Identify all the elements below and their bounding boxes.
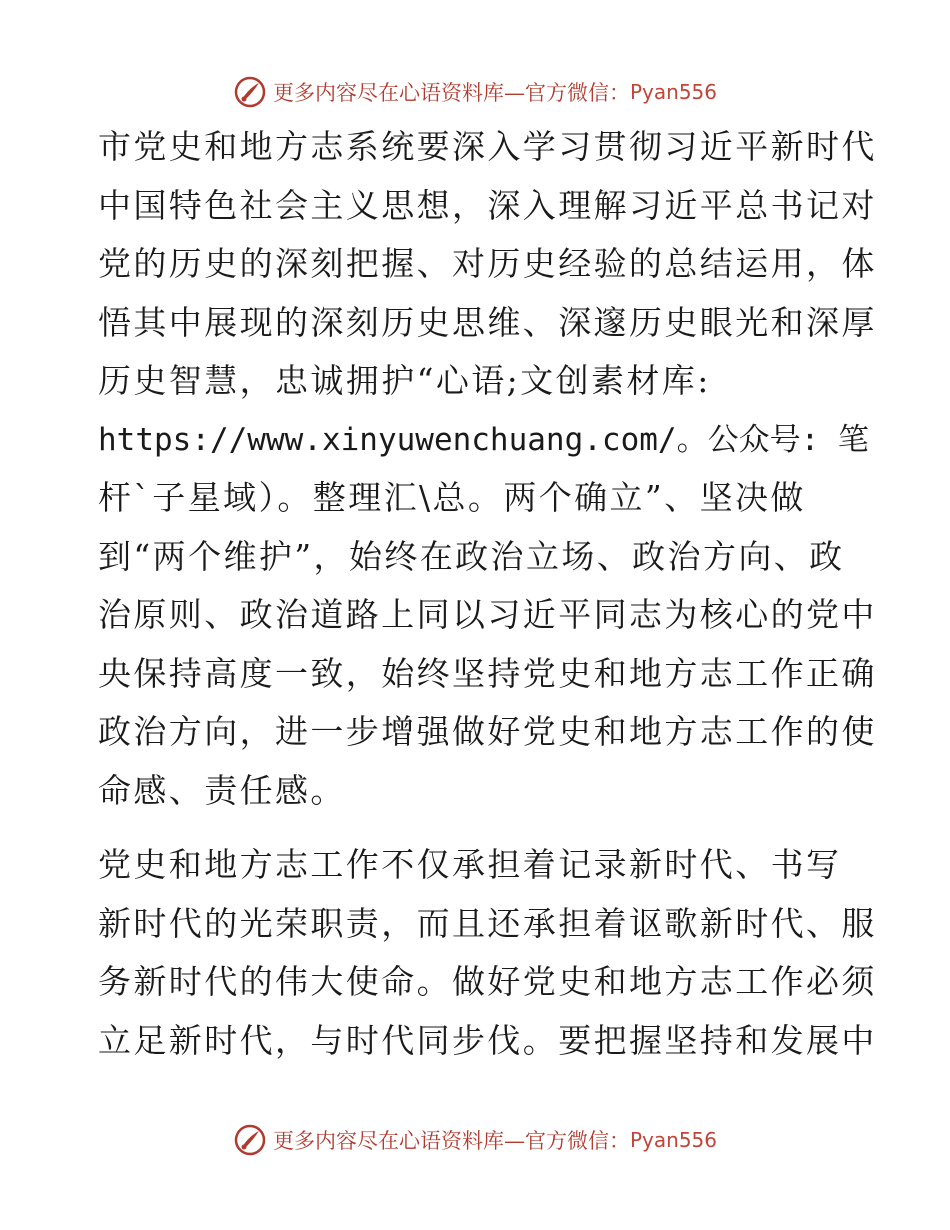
text-line: 市党史和地方志系统要深入学习贯彻习近平新时代	[98, 127, 877, 166]
header-watermark-banner	[0, 72, 950, 112]
text-line-url: https://www.xinyuwenchuang.com/。公众号: 笔	[98, 421, 869, 458]
text-line: 命感、责任感。	[98, 770, 346, 810]
brush-logo-icon	[233, 1123, 267, 1157]
paragraph-1	[98, 118, 877, 820]
text-line: 务新时代的伟大使命。做好党史和地方志工作必须	[98, 962, 877, 1001]
banner-wechat-id: Pyan556	[629, 80, 717, 104]
text-line: 政治方向，进一步增强做好党史和地方志工作的使	[98, 712, 877, 751]
paragraph-2	[98, 836, 877, 1070]
text-line: 到“两个维护”，始终在政治立场、政治方向、政	[98, 536, 845, 576]
text-line: 新时代的光荣职责，而且还承担着讴歌新时代、服	[98, 903, 877, 943]
brush-logo-icon	[233, 75, 267, 109]
text-line: 杆`子星域）。整理汇\总。两个确立”、坚决做	[98, 478, 806, 517]
text-line: 央保持高度一致，始终坚持党史和地方志工作正确	[98, 653, 877, 693]
text-line: 历史智慧，忠诚拥护“心语;文创素材库:	[98, 361, 711, 400]
text-line: 党的历史的深刻把握、对历史经验的总结运用，体	[98, 244, 877, 283]
document-body	[98, 118, 877, 1070]
text-line: 悟其中展现的深刻历史思维、深邃历史眼光和深厚	[98, 302, 877, 342]
text-line: 党史和地方志工作不仅承担着记录新时代、书写	[98, 845, 842, 884]
banner-wechat-id: Pyan556	[629, 1128, 717, 1152]
banner-text: 更多内容尽在心语资料库—官方微信：	[272, 1129, 630, 1153]
paragraph-spacer	[98, 820, 850, 836]
text-line: 立足新时代，与时代同步伐。要把握坚持和发展中	[98, 1020, 877, 1060]
text-line: 治原则、政治道路上同以习近平同志为核心的党中	[98, 595, 877, 634]
footer-watermark-banner	[0, 1120, 950, 1160]
text-line: 中国特色社会主义思想，深入理解习近平总书记对	[98, 185, 877, 225]
banner-text: 更多内容尽在心语资料库—官方微信：	[272, 81, 630, 105]
